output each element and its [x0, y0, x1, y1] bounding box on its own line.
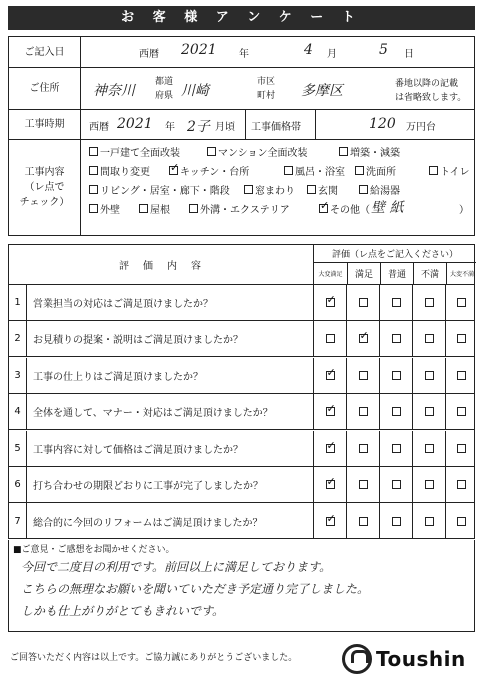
address-pref[interactable]: 神奈川: [93, 83, 135, 99]
work-item-label: 一戸建て全面改装: [100, 148, 180, 159]
evaluation-header-label: 評 価 内 容: [119, 261, 203, 272]
rating-checkbox[interactable]: [457, 407, 466, 416]
work-item-label: その他（: [330, 205, 370, 216]
rating-checkbox[interactable]: [457, 480, 466, 489]
rating-checkbox[interactable]: [392, 407, 401, 416]
evaluation-header: [9, 245, 474, 285]
evaluation-row: [9, 285, 474, 321]
work-item[interactable]: [359, 182, 400, 197]
rating-column-header: 大変不満: [446, 263, 477, 284]
work-item-checkbox[interactable]: [89, 204, 98, 213]
question-text: 営業担当の対応はご満足頂けましたか？: [33, 299, 213, 310]
work-other-text[interactable]: 壁 紙: [371, 200, 404, 216]
comment-line: 今回で二度目の利用です。前回以上に満足しております。: [21, 560, 332, 574]
work-item[interactable]: [139, 201, 170, 216]
work-item-label: トイレ: [440, 167, 470, 178]
rating-checkbox[interactable]: [359, 517, 368, 526]
comments-label: ■ご意見・ご感想をお聞かせください。: [13, 545, 175, 555]
footer-text: ご回答いただく内容は以上です。ご協力誠にありがとうございました。: [10, 653, 298, 663]
rating-column-header: 大変満足: [318, 271, 343, 278]
rating-checkbox[interactable]: [326, 334, 335, 343]
work-item[interactable]: [89, 163, 150, 178]
work-label: 工事内容 （レ点で チェック）: [9, 140, 81, 235]
period-year[interactable]: 2021: [117, 116, 153, 132]
address-city[interactable]: 川崎: [181, 83, 209, 99]
work-item-label: 増築・減築: [350, 148, 400, 159]
question-text: 工事内容に対して価格はご満足頂けましたか？: [33, 444, 243, 456]
toushin-logo: [342, 644, 466, 674]
work-item-label: 洗面所: [366, 167, 396, 178]
rating-checkbox[interactable]: [326, 517, 335, 526]
date-day[interactable]: 5: [379, 42, 388, 58]
question-number: 3: [9, 358, 27, 393]
comment-line: こちらの無理なお願いを聞いていただき予定通り完了しました。: [21, 582, 370, 596]
rating-checkbox[interactable]: [425, 334, 434, 343]
customer-info-table: [8, 36, 475, 236]
period-label: 工事時期: [9, 110, 81, 139]
work-item[interactable]: [89, 144, 180, 159]
address-row: [9, 67, 474, 109]
work-item-label: 玄関: [318, 186, 338, 197]
address-pref-unit-2: 府県: [155, 91, 174, 101]
rating-checkbox[interactable]: [392, 480, 401, 489]
price-label: 工事価格帯: [251, 122, 301, 133]
address-note-1: 番地以降の記載: [395, 79, 459, 89]
rating-checkbox[interactable]: [425, 371, 434, 380]
rating-checkbox[interactable]: [425, 407, 434, 416]
question-text: 工事の仕上りはご満足頂けましたか？: [33, 371, 203, 383]
work-item-label: リビング・居室・廊下・階段: [100, 186, 230, 197]
date-year[interactable]: 2021: [181, 42, 217, 58]
comment-line: しかも仕上がりがとてもきれいです。: [21, 604, 225, 618]
question-number: 7: [9, 503, 27, 539]
address-pref-unit-1: 都道: [155, 77, 174, 87]
work-item[interactable]: [89, 182, 230, 197]
rating-checkbox[interactable]: [326, 480, 335, 489]
work-item-checkbox[interactable]: [189, 204, 198, 213]
work-row: [9, 139, 474, 235]
rating-checkbox[interactable]: [425, 517, 434, 526]
rating-checkbox[interactable]: [326, 407, 335, 416]
work-item[interactable]: [89, 201, 120, 216]
rating-column-header: 満足: [347, 263, 380, 284]
work-item-label: 屋根: [150, 205, 170, 216]
work-item-label: 間取り変更: [100, 167, 150, 178]
question-number: 1: [9, 285, 27, 320]
work-item[interactable]: [189, 201, 290, 216]
rating-checkbox[interactable]: [359, 334, 368, 343]
period-year-unit: 年: [165, 122, 175, 133]
work-item-checkbox[interactable]: [359, 185, 368, 194]
rating-checkbox[interactable]: [392, 517, 401, 526]
work-item-checkbox[interactable]: [307, 185, 316, 194]
survey-title: お 客 様 ア ン ケ ー ト: [8, 6, 475, 30]
work-item-checkbox[interactable]: [89, 147, 98, 156]
evaluation-table: [8, 244, 475, 539]
date-era: 西暦: [139, 49, 159, 60]
question-number: 5: [9, 431, 27, 466]
work-item-label: マンション全面改装: [218, 148, 308, 159]
work-item[interactable]: [429, 163, 470, 178]
date-day-unit: 日: [404, 49, 414, 60]
question-text: お見積りの提案・説明はご満足頂けましたか？: [33, 335, 243, 347]
work-item-label: キッチン・台所: [180, 167, 250, 178]
work-item-checkbox[interactable]: [139, 204, 148, 213]
rating-checkbox[interactable]: [359, 371, 368, 380]
work-item-checkbox[interactable]: [207, 147, 216, 156]
work-item[interactable]: [284, 163, 345, 178]
work-item-checkbox[interactable]: [89, 185, 98, 194]
rating-checkbox[interactable]: [359, 444, 368, 453]
work-item[interactable]: [244, 182, 295, 197]
rating-checkbox[interactable]: [359, 407, 368, 416]
house-logo-icon: [342, 644, 372, 674]
work-item-label: 外溝・エクステリア: [200, 205, 290, 216]
work-item-checkbox[interactable]: [169, 166, 178, 175]
period-era: 西暦: [89, 122, 109, 133]
period-row: [9, 109, 474, 139]
evaluation-row: [9, 467, 474, 503]
period-month[interactable]: 2子: [187, 119, 210, 135]
work-item[interactable]: [355, 163, 396, 178]
work-item-checkbox[interactable]: [429, 166, 438, 175]
rating-checkbox[interactable]: [326, 298, 335, 307]
question-number: 2: [9, 321, 27, 356]
evaluation-row: [9, 358, 474, 394]
rating-checkbox[interactable]: [392, 371, 401, 380]
rating-checkbox[interactable]: [457, 334, 466, 343]
work-item-checkbox[interactable]: [244, 185, 253, 194]
date-month[interactable]: 4: [304, 42, 313, 58]
rating-checkbox[interactable]: [457, 517, 466, 526]
rating-checkbox[interactable]: [359, 298, 368, 307]
rating-checkbox[interactable]: [392, 444, 401, 453]
evaluation-row: [9, 503, 474, 539]
work-item-checkbox[interactable]: [355, 166, 364, 175]
work-item[interactable]: [319, 201, 370, 216]
work-item-label: 窓まわり: [255, 186, 295, 197]
date-label: ご記入日: [9, 37, 81, 67]
date-year-unit: 年: [239, 49, 249, 60]
rating-checkbox[interactable]: [425, 298, 434, 307]
address-ward-unit-1: 市区: [257, 77, 276, 87]
address-ward-unit-2: 町村: [257, 91, 276, 101]
work-item[interactable]: [307, 182, 338, 197]
work-item-label: 外壁: [100, 205, 120, 216]
address-ward[interactable]: 多摩区: [301, 83, 343, 99]
evaluation-row: [9, 394, 474, 430]
work-item-label: 給湯器: [370, 186, 400, 197]
work-item[interactable]: [207, 144, 308, 159]
rating-checkbox[interactable]: [392, 298, 401, 307]
rating-checkbox[interactable]: [457, 298, 466, 307]
work-item-checkbox[interactable]: [319, 204, 328, 213]
question-number: 4: [9, 394, 27, 429]
address-note-2: は省略致します。: [395, 93, 467, 103]
brand-name: Toushin: [376, 647, 466, 671]
address-label: ご住所: [9, 68, 81, 109]
rating-header: 評価（レ点をご記入ください）: [314, 245, 476, 263]
rating-checkbox[interactable]: [326, 444, 335, 453]
date-row: [9, 37, 474, 67]
evaluation-row: [9, 431, 474, 467]
question-text: 打ち合わせの期限どおりに工事が完了しましたか？: [33, 481, 263, 492]
work-item[interactable]: [339, 144, 400, 159]
rating-checkbox[interactable]: [392, 334, 401, 343]
question-number: 6: [9, 467, 27, 502]
rating-checkbox[interactable]: [359, 480, 368, 489]
rating-column-header: 不満: [413, 263, 446, 284]
question-text: 全体を通して、マナー・対応はご満足頂けましたか？: [33, 408, 273, 420]
work-item-checkbox[interactable]: [89, 166, 98, 175]
rating-checkbox[interactable]: [457, 444, 466, 453]
rating-checkbox[interactable]: [425, 444, 434, 453]
rating-checkbox[interactable]: [457, 371, 466, 380]
work-item-checkbox[interactable]: [284, 166, 293, 175]
rating-checkbox[interactable]: [326, 371, 335, 380]
evaluation-row: [9, 321, 474, 357]
work-other-close: ）: [459, 205, 469, 216]
work-item-label: 風呂・浴室: [295, 167, 345, 178]
period-month-unit: 月頃: [215, 122, 235, 133]
work-item-checkbox[interactable]: [339, 147, 348, 156]
rating-column-header: 普通: [380, 263, 413, 284]
price-value[interactable]: 120: [369, 116, 396, 132]
rating-checkbox[interactable]: [425, 480, 434, 489]
comments-box[interactable]: [8, 540, 475, 632]
price-unit: 万円台: [406, 122, 436, 133]
work-item[interactable]: [169, 163, 249, 178]
question-text: 総合的に今回のリフォームはご満足頂けましたか？: [33, 517, 263, 529]
date-month-unit: 月: [327, 49, 337, 60]
